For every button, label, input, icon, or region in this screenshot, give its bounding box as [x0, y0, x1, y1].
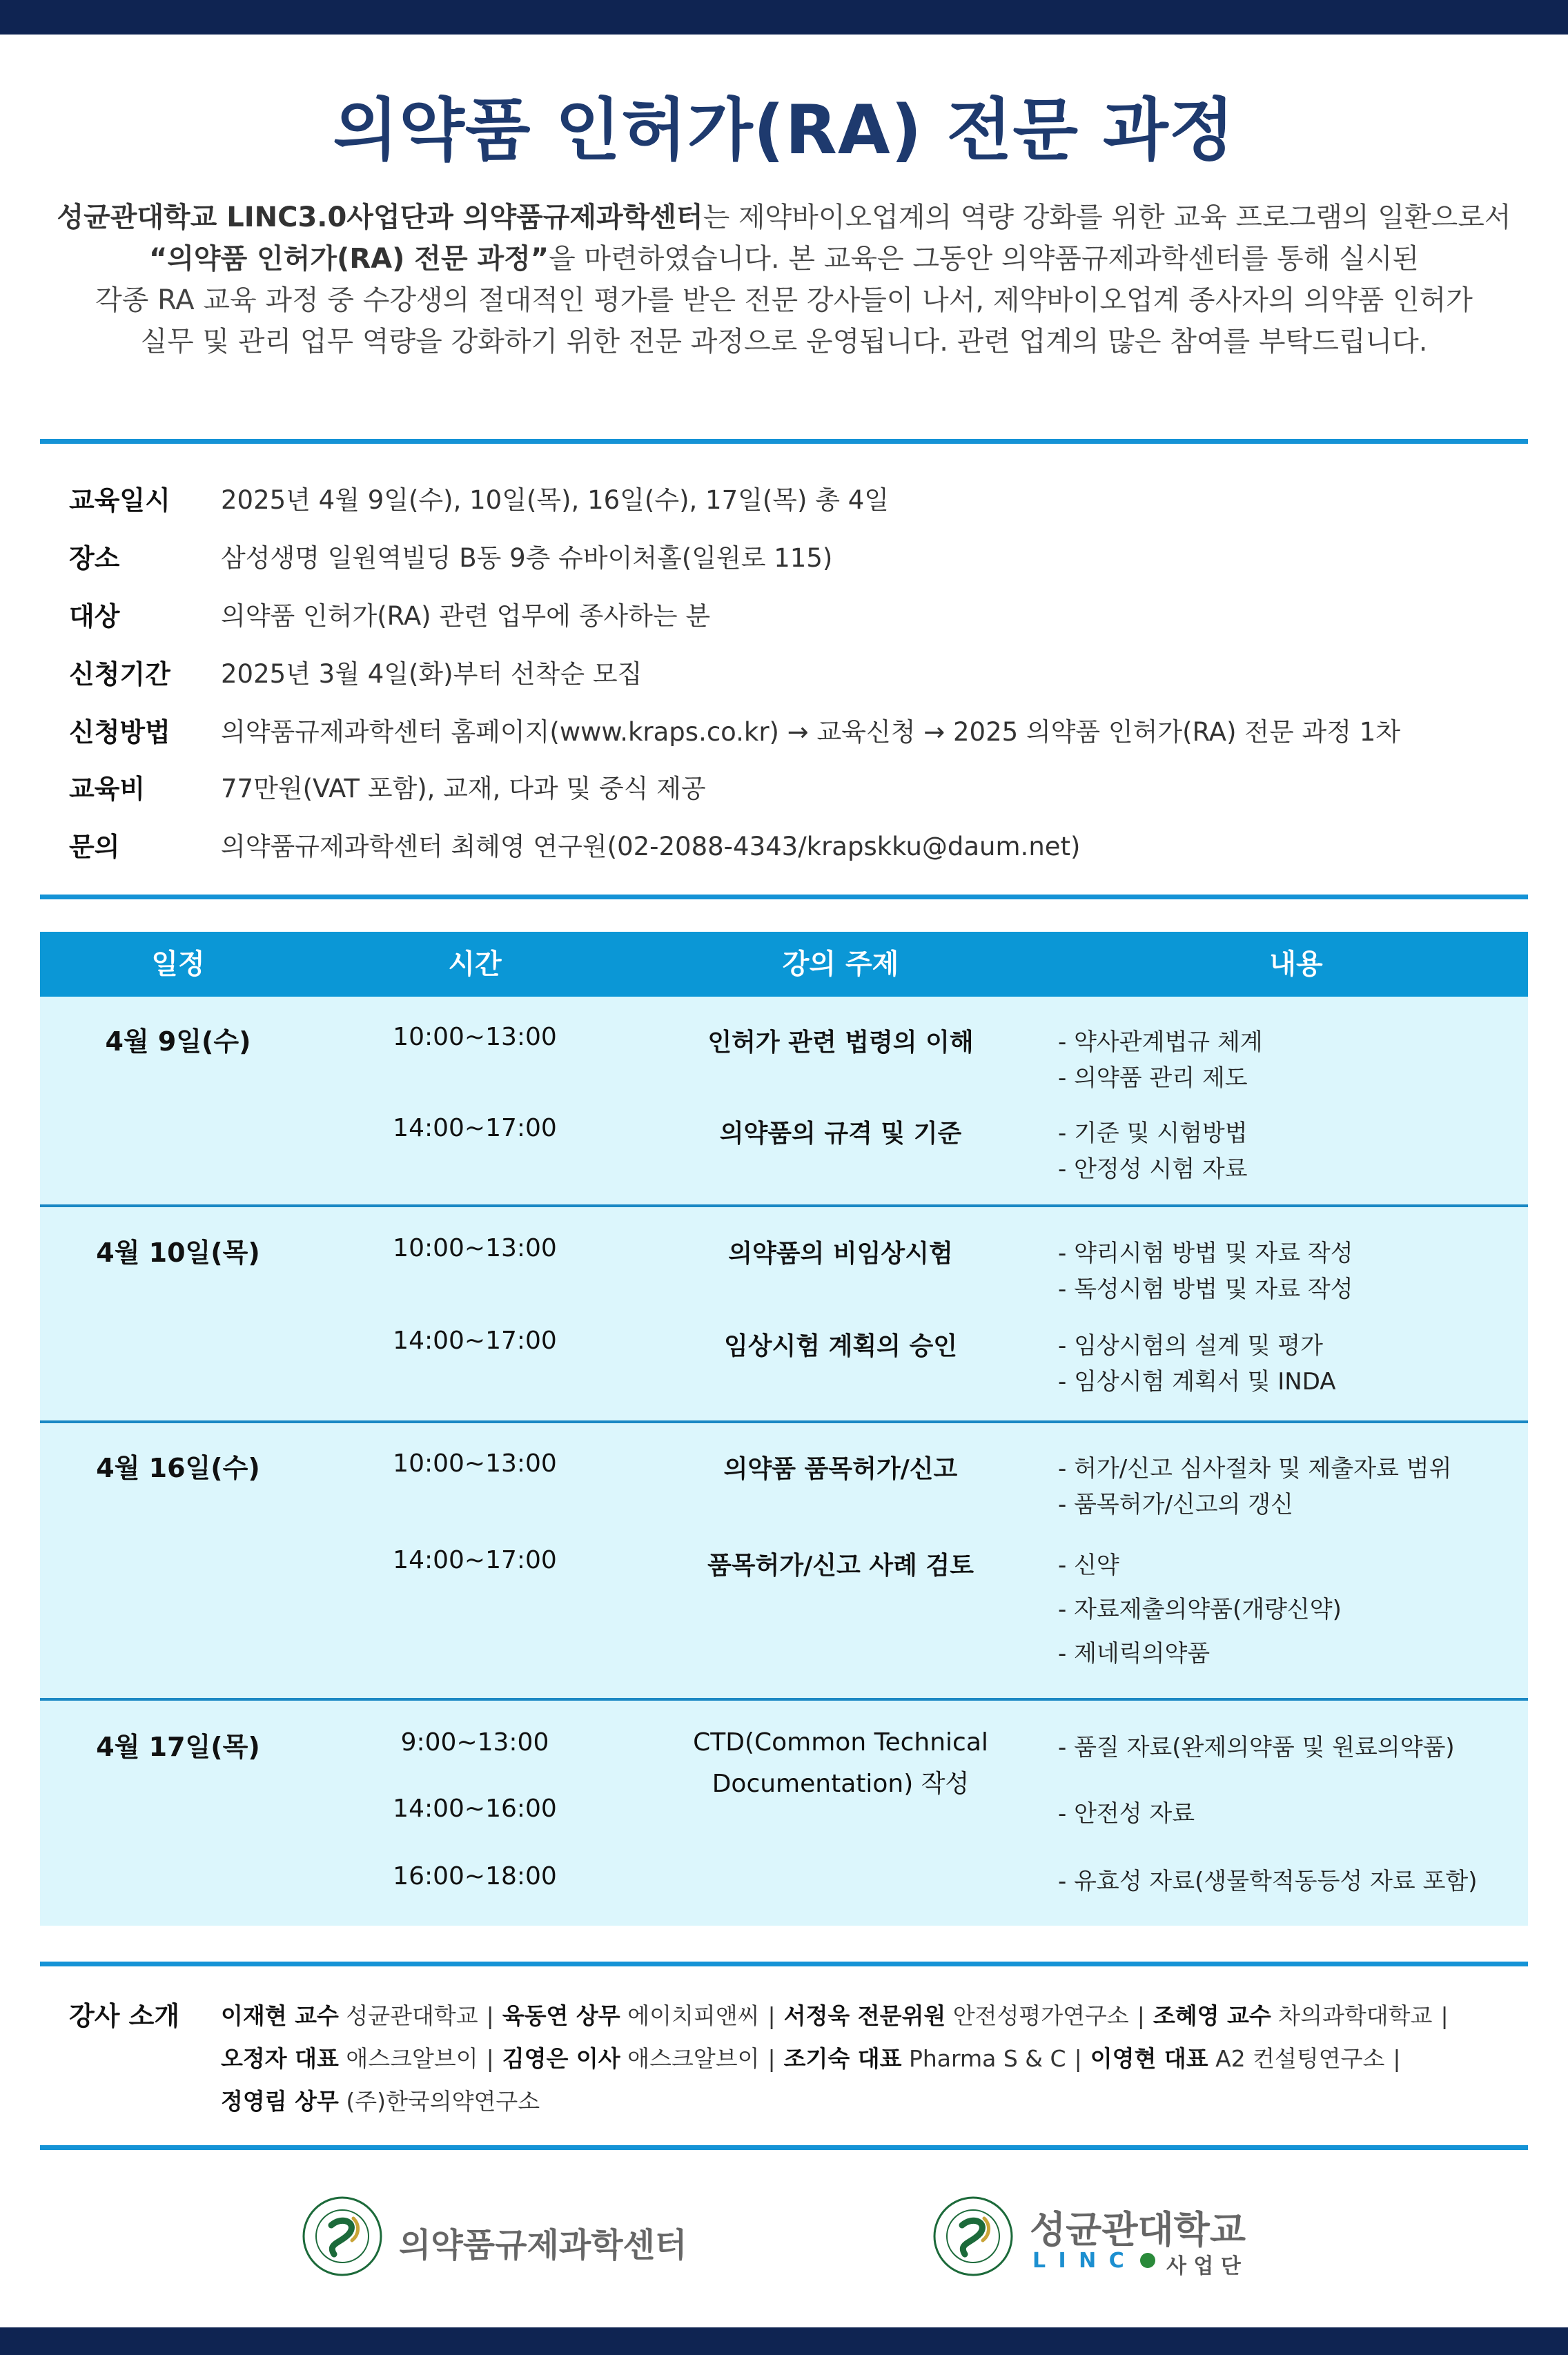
- info-row-target: [69, 595, 1518, 643]
- top-bar: [0, 0, 1568, 35]
- schedule-item: - 제네릭의약품: [1058, 1640, 1211, 1668]
- schedule-topic: 의약품의 비임상시험: [728, 1240, 953, 1268]
- schedule-topic: Documentation) 작성: [712, 1770, 970, 1798]
- intro-paragraph: [41, 197, 1527, 362]
- linc-division: 사 업 단: [1166, 2254, 1241, 2278]
- page-title: 의약품 인허가(RA) 전문 과정: [333, 91, 1235, 170]
- divider-rule: [40, 2145, 1528, 2150]
- info-value: 2025년 3월 4일(화)부터 선착순 모집: [221, 659, 643, 689]
- separator: |: [1393, 2045, 1401, 2072]
- separator: |: [486, 2045, 494, 2072]
- instructor-name: 서정욱 전문위원: [783, 2002, 946, 2029]
- intro-line-4: 실무 및 관리 업무 역량을 강화하기 위한 전문 과정으로 운영됩니다. 관련 업계의 많은 참여를 부탁드립니다.: [140, 326, 1428, 358]
- row-separator: [40, 1204, 1528, 1207]
- intro-line-3: 각종 RA 교육 과정 중 수강생의 절대적인 평가를 받은 전문 강사들이 나서, 제약바이오업계 종사자의 의약품 인허가: [95, 284, 1473, 316]
- info-label: 교육비: [69, 774, 146, 804]
- info-row-method: [69, 711, 1518, 759]
- info-label: 교육일시: [69, 485, 170, 516]
- instructor-name: 조혜영 교수: [1153, 2002, 1271, 2029]
- row-separator: [40, 1698, 1528, 1701]
- schedule-date: 4월 16일(수): [96, 1453, 260, 1483]
- divider-rule: [40, 439, 1528, 444]
- schedule-item: - 안정성 시험 자료: [1058, 1155, 1248, 1183]
- instructor-org: 에이치피앤씨: [627, 2002, 760, 2029]
- schedule-item: - 임상시험의 설계 및 평가: [1058, 1332, 1323, 1360]
- schedule-item: - 품목허가/신고의 갱신: [1058, 1491, 1293, 1518]
- schedule-item: - 안전성 자료: [1058, 1800, 1195, 1828]
- separator: |: [767, 2045, 776, 2072]
- header-topic: 강의 주제: [782, 948, 899, 980]
- schedule-item: - 허가/신고 심사절차 및 제출자료 범위: [1058, 1455, 1452, 1483]
- instructors-list: [221, 1995, 1532, 2123]
- info-label: 장소: [69, 543, 120, 574]
- intro-line-1: 는 제약바이오업계의 역량 강화를 위한 교육 프로그램의 일환으로서: [703, 202, 1511, 233]
- schedule-topic: 의약품 품목허가/신고: [723, 1455, 958, 1483]
- info-value: 의약품 인허가(RA) 관련 업무에 종사하는 분: [221, 601, 711, 631]
- intro-line-2: 을 마련하였습니다. 본 교육은 그동안 의약품규제과학센터를 통해 실시된: [549, 243, 1419, 275]
- schedule-topic: 품목허가/신고 사례 검토: [707, 1552, 974, 1580]
- info-value[interactable]: 의약품규제과학센터 최혜영 연구원(02-2088-4343/krapskku@daum.net): [221, 832, 1081, 861]
- schedule-date: 4월 9일(수): [105, 1026, 251, 1057]
- schedule-topic: 인허가 관련 법령의 이해: [707, 1028, 974, 1057]
- schedule-item: - 임상시험 계획서 및 INDA: [1058, 1368, 1336, 1396]
- intro-course-name: “의약품 인허가(RA) 전문 과정”: [149, 243, 549, 275]
- schedule-item: - 약리시험 방법 및 자료 작성: [1058, 1240, 1353, 1267]
- instructor-name: 정영림 상무: [221, 2088, 339, 2115]
- schedule-item: - 신약: [1058, 1552, 1119, 1579]
- instructor-org: (주)한국의약연구소: [346, 2088, 540, 2115]
- info-value: 77만원(VAT 포함), 교재, 다과 및 중식 제공: [221, 774, 706, 803]
- instructor-name: 조기숙 대표: [783, 2045, 902, 2072]
- schedule-time: 16:00~18:00: [393, 1862, 557, 1890]
- instructors-label: 강사 소개: [69, 2001, 180, 2031]
- separator: |: [1137, 2002, 1145, 2029]
- globe-icon: [1140, 2253, 1155, 2268]
- info-value: 삼성생명 일원역빌딩 B동 9층 슈바이처홀(일원로 115): [221, 543, 833, 573]
- info-row-date: [69, 479, 1518, 527]
- schedule-item: - 유효성 자료(생물학적동등성 자료 포함): [1058, 1868, 1478, 1895]
- divider-rule: [40, 1962, 1528, 1966]
- instructor-org: 차의과학대학교: [1278, 2002, 1433, 2029]
- schedule-topic: CTD(Common Technical: [693, 1728, 988, 1757]
- info-row-contact: [69, 825, 1518, 874]
- info-label: 대상: [69, 601, 120, 632]
- instructor-org: Pharma S & C: [908, 2045, 1066, 2072]
- schedule-date: 4월 17일(목): [96, 1732, 260, 1762]
- instructor-name: 오정자 대표: [221, 2045, 339, 2072]
- regulatory-center-logo: [301, 2195, 687, 2285]
- schedule-item: - 약사관계법규 체계: [1058, 1028, 1263, 1056]
- instructor-name: 이영현 대표: [1090, 2045, 1208, 2072]
- bottom-bar: [0, 2327, 1568, 2355]
- schedule-item: - 의약품 관리 제도: [1058, 1064, 1248, 1092]
- instructor-name: 육동연 상무: [502, 2002, 620, 2029]
- info-label: 신청방법: [69, 717, 170, 747]
- linc-wordmark: L I N C: [1032, 2249, 1127, 2273]
- schedule-table: [40, 932, 1528, 1926]
- schedule-date: 4월 10일(목): [96, 1238, 260, 1268]
- intro-org-names: 성균관대학교 LINC3.0사업단과 의약품규제과학센터: [57, 202, 703, 233]
- info-row-period: [69, 653, 1518, 701]
- separator: |: [1074, 2045, 1082, 2072]
- instructor-name: 김영은 이사: [502, 2045, 620, 2072]
- instructor-org: 안전성평가연구소: [952, 2002, 1129, 2029]
- schedule-item: - 품질 자료(완제의약품 및 원료의약품): [1058, 1734, 1455, 1761]
- schedule-time: 10:00~13:00: [393, 1234, 557, 1262]
- separator: |: [1440, 2002, 1449, 2029]
- header-content: 내용: [1269, 948, 1323, 980]
- info-label: 신청기간: [69, 659, 170, 690]
- divider-rule: [40, 895, 1528, 899]
- schedule-item: - 독성시험 방법 및 자료 작성: [1058, 1276, 1353, 1303]
- schedule-topic: 임상시험 계획의 승인: [723, 1332, 958, 1360]
- schedule-time: 10:00~13:00: [393, 1449, 557, 1478]
- schedule-item: - 자료제출의약품(개량신약): [1058, 1596, 1342, 1623]
- schedule-time: 14:00~17:00: [393, 1546, 557, 1574]
- schedule-item: - 기준 및 시험방법: [1058, 1120, 1248, 1147]
- instructor-org: 애스크알브이: [346, 2045, 478, 2072]
- regulatory-center-name: 의약품규제과학센터: [399, 2226, 687, 2265]
- schedule-time: 14:00~17:00: [393, 1327, 557, 1355]
- instructor-org: 성균관대학교: [346, 2002, 478, 2029]
- schedule-time: 14:00~16:00: [393, 1795, 557, 1823]
- university-seal-icon: [932, 2195, 1015, 2278]
- info-value: 2025년 4월 9일(수), 10일(목), 16일(수), 17일(목) 총 4일: [221, 485, 890, 515]
- row-separator: [40, 1420, 1528, 1423]
- schedule-time: 14:00~17:00: [393, 1114, 557, 1142]
- schedule-time: 10:00~13:00: [393, 1023, 557, 1051]
- schedule-time: 9:00~13:00: [400, 1728, 549, 1757]
- instructor-org: 애스크알브이: [627, 2045, 760, 2072]
- skku-linc-logo: [932, 2195, 1291, 2285]
- info-row-fee: [69, 768, 1518, 816]
- info-label: 문의: [69, 832, 120, 862]
- separator: |: [486, 2002, 494, 2029]
- info-value[interactable]: 의약품규제과학센터 홈페이지(www.kraps.co.kr) → 교육신청 → 2025 의약품 인허가(RA) 전문 과정 1차: [221, 717, 1401, 747]
- university-name: 성균관대학교: [1030, 2208, 1246, 2251]
- header-date: 일정: [151, 948, 205, 980]
- separator: |: [767, 2002, 776, 2029]
- instructor-org: A2 컨설팅연구소: [1215, 2045, 1385, 2072]
- info-row-venue: [69, 537, 1518, 585]
- header-time: 시간: [448, 948, 502, 980]
- instructor-name: 이재현 교수: [221, 2002, 339, 2029]
- university-seal-icon: [301, 2195, 384, 2278]
- schedule-topic: 의약품의 규격 및 기준: [719, 1120, 962, 1148]
- schedule-header: [40, 932, 1528, 997]
